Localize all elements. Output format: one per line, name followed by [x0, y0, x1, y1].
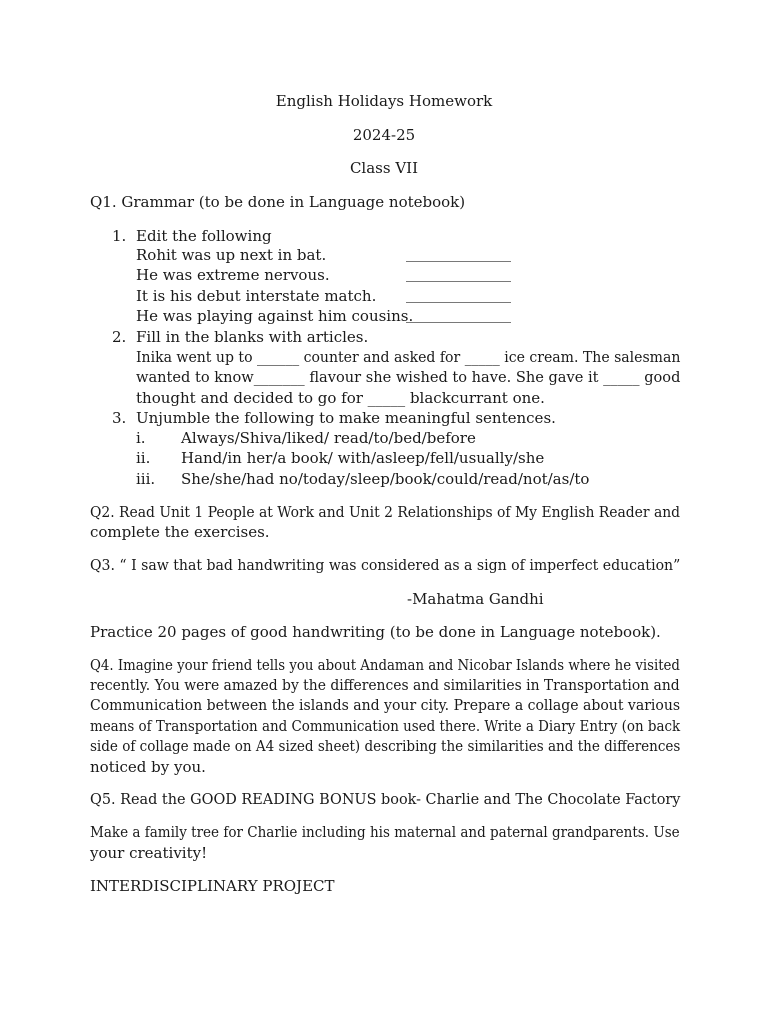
- roman-numeral: ii.: [136, 449, 151, 467]
- fill-blank-line: wanted to know_______ flavour she wished to have. She gave it _____ good: [136, 368, 681, 386]
- q4-line: recently. You were amazed by the differences and similarities in Transportation and: [90, 676, 680, 694]
- roman-numeral: iii.: [136, 470, 156, 488]
- q4-line: Q4. Imagine your friend tells you about Andaman and Nicobar Islands where he visited: [90, 656, 680, 674]
- fill-blank-line: Inika went up to ______ counter and asked for _____ ice cream. The salesman: [136, 348, 681, 366]
- jumbled-sentence: She/she/had no/today/sleep/book/could/read/not/as/to: [181, 470, 590, 488]
- answer-blank: ______________: [406, 305, 511, 323]
- q1-item2-title: Fill in the blanks with articles.: [136, 328, 369, 346]
- edit-sentence: He was extreme nervous.: [136, 266, 330, 284]
- q1-item3-number: 3.: [112, 409, 127, 427]
- edit-sentence: He was playing against him cousins.: [136, 307, 414, 325]
- q4-line: noticed by you.: [90, 758, 206, 776]
- page-title: English Holidays Homework: [275, 92, 493, 110]
- jumbled-sentence: Always/Shiva/liked/ read/to/bed/before: [181, 429, 476, 447]
- answer-blank: ______________: [406, 264, 511, 282]
- q4-line: side of collage made on A4 sized sheet) describing the similarities and the differences: [90, 737, 681, 755]
- jumbled-sentence: Hand/in her/a book/ with/asleep/fell/usually/she: [181, 449, 545, 467]
- q2-line: Q2. Read Unit 1 People at Work and Unit 2 Relationships of My English Reader and: [90, 503, 681, 521]
- q1-heading: Q1. Grammar (to be done in Language notebook): [90, 193, 466, 211]
- edit-sentence: It is his debut interstate match.: [136, 287, 377, 305]
- q3-instruction: Practice 20 pages of good handwriting (to be done in Language notebook).: [90, 623, 661, 641]
- q4-line: Communication between the islands and your city. Prepare a collage about various: [90, 696, 681, 714]
- q4-line: means of Transportation and Communication used there. Write a Diary Entry (on back: [90, 717, 681, 735]
- q1-item3-title: Unjumble the following to make meaningful sentences.: [136, 409, 556, 427]
- quote-author: -Mahatma Gandhi: [407, 590, 544, 608]
- project-heading: INTERDISCIPLINARY PROJECT: [90, 877, 335, 895]
- class-label: Class VII: [349, 159, 419, 177]
- academic-year: 2024-25: [352, 126, 416, 144]
- roman-numeral: i.: [136, 429, 146, 447]
- edit-sentence: Rohit was up next in bat.: [136, 246, 327, 264]
- q3-quote: Q3. “ I saw that bad handwriting was considered as a sign of imperfect education”: [90, 556, 681, 574]
- answer-blank: ______________: [406, 285, 511, 303]
- q1-item1-title: Edit the following: [136, 227, 272, 245]
- fill-blank-line: thought and decided to go for _____ blackcurrant one.: [136, 389, 545, 407]
- q1-item2-number: 2.: [112, 328, 127, 346]
- q1-item1-number: 1.: [112, 227, 127, 245]
- q5-line: Make a family tree for Charlie including his maternal and paternal grandparents. Use: [90, 823, 680, 841]
- q5-line: your creativity!: [90, 844, 208, 862]
- q2-line: complete the exercises.: [90, 523, 270, 541]
- answer-blank: ______________: [406, 244, 511, 262]
- q5-heading: Q5. Read the GOOD READING BONUS book- Charlie and The Chocolate Factory: [90, 790, 681, 808]
